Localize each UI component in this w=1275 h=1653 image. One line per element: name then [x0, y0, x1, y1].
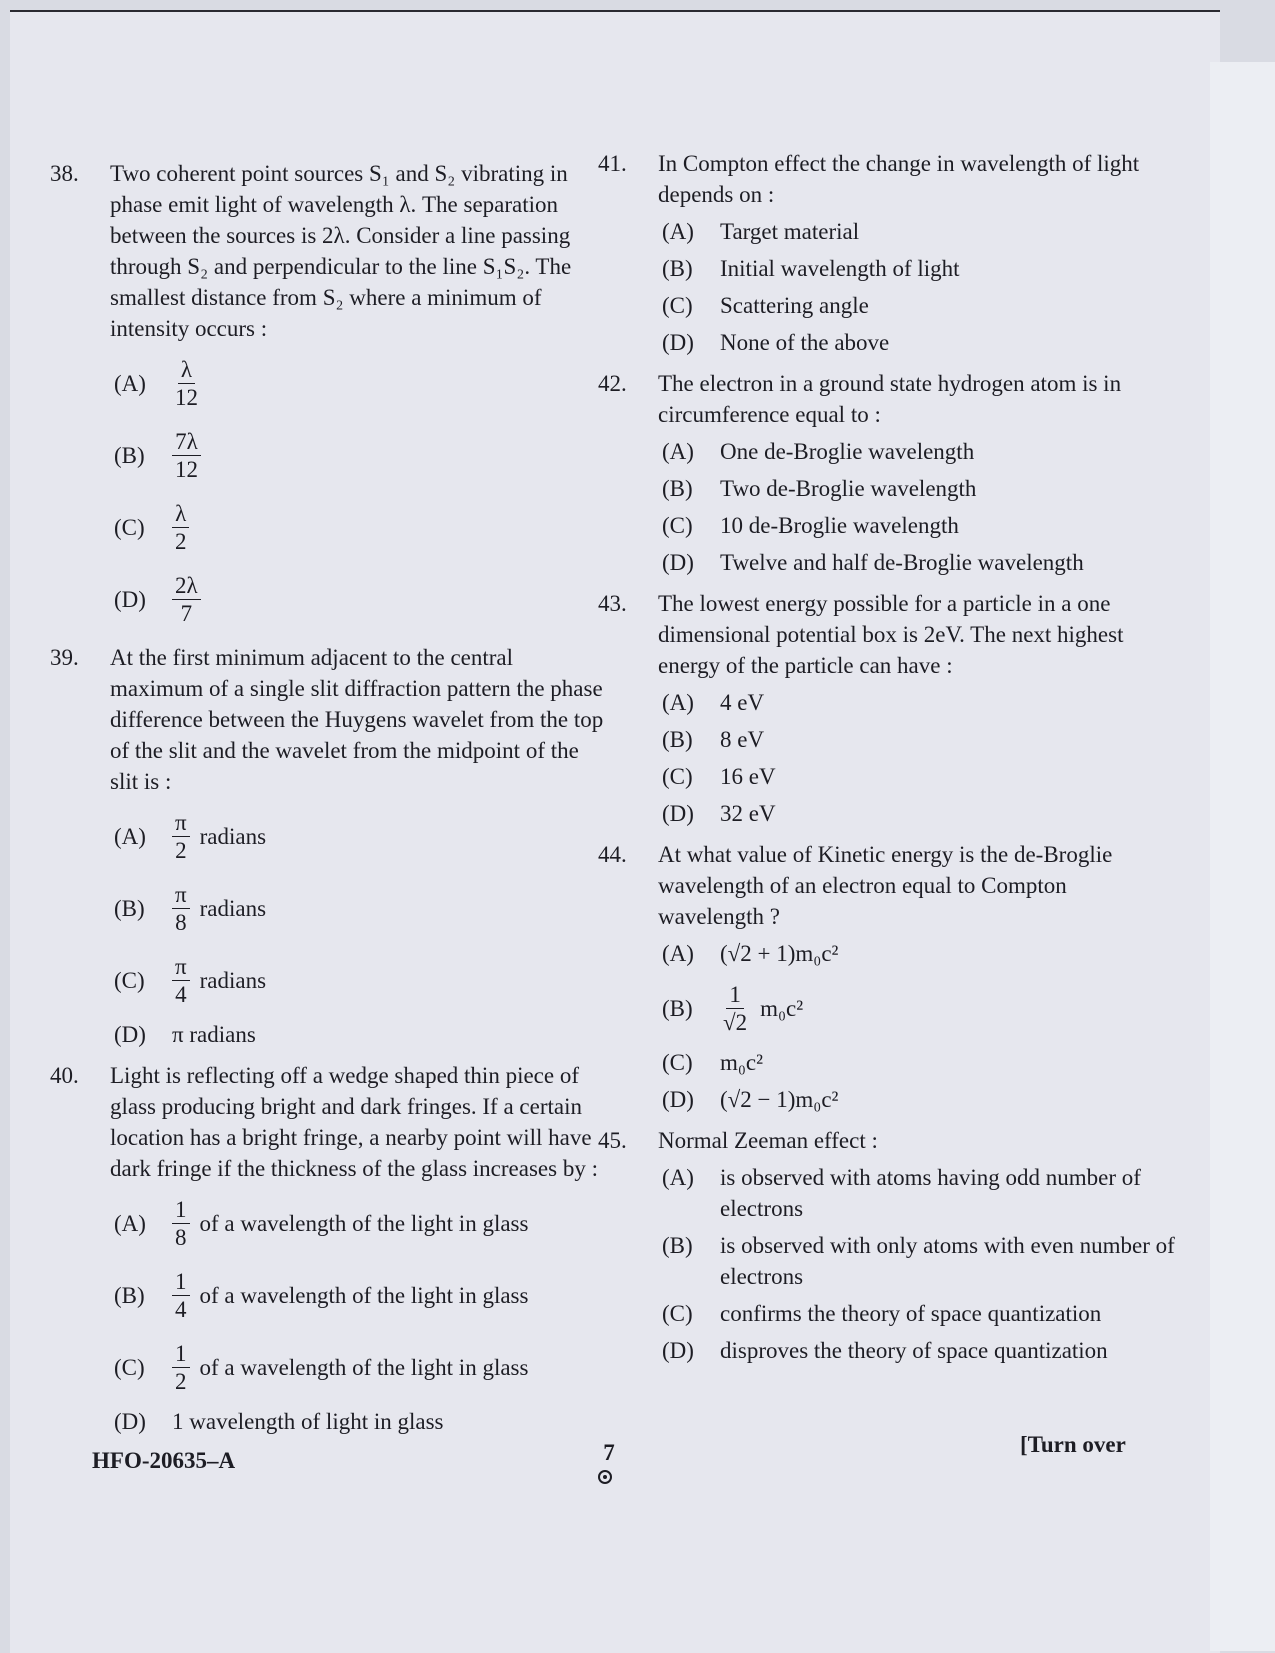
option-letter: (B)	[662, 476, 693, 501]
options-list	[110, 1190, 610, 1437]
option-a	[662, 938, 1178, 969]
question-40	[50, 1060, 610, 1437]
question-stem: At what value of Kinetic energy is the de-Broglie wavelength of an electron equal to Compton wavelength ?	[658, 842, 1113, 929]
option-b	[114, 422, 610, 488]
option-b	[662, 473, 1178, 504]
question-43	[598, 588, 1178, 829]
option-c	[662, 510, 1178, 541]
question-45	[598, 1125, 1178, 1366]
option-d	[662, 547, 1178, 578]
option-text: 8 eV	[720, 727, 765, 752]
denominator: 2	[175, 528, 187, 554]
option-letter: (C)	[662, 1301, 693, 1326]
option-letter: (B)	[662, 727, 693, 752]
option-text: Two de-Broglie wavelength	[720, 476, 977, 501]
option-letter: (B)	[114, 442, 145, 468]
option-letter: (D)	[662, 801, 694, 826]
option-letter: (A)	[114, 370, 146, 396]
option-letter: (A)	[662, 1165, 694, 1190]
option-text: confirms the theory of space quantization	[720, 1301, 1102, 1326]
option-d	[662, 327, 1178, 358]
option-letter: (B)	[662, 995, 693, 1021]
question-number: 40.	[50, 1063, 79, 1088]
fraction	[172, 1196, 190, 1251]
option-suffix: of a wavelength of the light in glass	[199, 1282, 529, 1308]
option-text: (√2 + 1)m₀c²	[720, 941, 839, 966]
option-a	[662, 216, 1178, 247]
option-text: None of the above	[720, 330, 890, 355]
option-a	[662, 436, 1178, 467]
option-letter: (A)	[662, 439, 694, 464]
options-list	[658, 1162, 1178, 1366]
option-d	[114, 1019, 610, 1050]
option-letter: (B)	[662, 256, 693, 281]
option-letter: (A)	[114, 1210, 146, 1236]
options-list	[658, 216, 1178, 358]
option-letter: (C)	[114, 514, 145, 540]
option-letter: (B)	[114, 895, 145, 921]
fraction	[172, 809, 190, 864]
option-text: is observed with only atoms with even number of electrons	[720, 1233, 1175, 1289]
option-b	[662, 724, 1178, 755]
option-letter: (A)	[662, 219, 694, 244]
option-letter: (C)	[662, 764, 693, 789]
right-column	[598, 148, 1178, 1376]
option-suffix: radians	[199, 823, 267, 849]
fraction	[172, 500, 190, 555]
option-letter: (C)	[662, 513, 693, 538]
option-letter: (A)	[662, 941, 694, 966]
option-c	[662, 290, 1178, 321]
option-text: One de-Broglie wavelength	[720, 439, 975, 464]
option-suffix: m₀c²	[760, 995, 804, 1021]
option-letter: (D)	[662, 1087, 694, 1112]
circle-dot-icon	[598, 1470, 612, 1484]
option-text: Scattering angle	[720, 293, 869, 318]
option-text: 10 de-Broglie wavelength	[720, 513, 959, 538]
denominator: 4	[175, 981, 187, 1007]
numerator: λ	[178, 356, 195, 384]
question-stem: The electron in a ground state hydrogen atom is in circumference equal to :	[658, 371, 1122, 427]
option-suffix: radians	[199, 967, 267, 993]
left-column	[50, 158, 610, 1447]
option-letter: (D)	[114, 1022, 146, 1047]
fraction	[172, 1268, 190, 1323]
question-number: 43.	[598, 591, 627, 616]
question-stem: The lowest energy possible for a particle in a one dimensional potential box is 2eV. The next highest energy of the particle can have :	[658, 591, 1124, 678]
fraction	[172, 953, 190, 1008]
option-b	[662, 975, 1178, 1041]
numerator: 1	[726, 981, 744, 1009]
denominator: 8	[175, 909, 187, 935]
option-a	[114, 1190, 610, 1256]
option-letter: (C)	[114, 1354, 145, 1380]
question-44	[598, 839, 1178, 1115]
option-d	[662, 798, 1178, 829]
option-suffix: of a wavelength of the light in glass	[199, 1354, 529, 1380]
denominator: √2	[723, 1009, 748, 1035]
options-list	[110, 350, 610, 632]
page-number: 7	[603, 1440, 615, 1465]
option-c	[114, 947, 610, 1013]
question-stem: In Compton effect the change in wavelength of light depends on :	[658, 151, 1140, 207]
fraction	[172, 428, 201, 483]
question-39	[50, 642, 610, 1050]
option-letter: (C)	[662, 293, 693, 318]
option-a	[662, 1162, 1178, 1224]
option-b	[662, 253, 1178, 284]
option-a	[114, 350, 610, 416]
option-b	[662, 1230, 1178, 1292]
options-list	[110, 803, 610, 1050]
question-42	[598, 368, 1178, 578]
question-stem: Light is reflecting off a wedge shaped thin piece of glass producing bright and dark fringes. If a certain location has a bright fringe, a nearby point will have dark fringe if the thickness of the glass increases by :	[110, 1063, 598, 1181]
option-a	[662, 687, 1178, 718]
option-text: 32 eV	[720, 801, 776, 826]
option-c	[662, 1047, 1178, 1078]
option-letter: (D)	[662, 1338, 694, 1363]
denominator: 7	[180, 600, 193, 626]
options-list	[658, 687, 1178, 829]
option-suffix: of a wavelength of the light in glass	[199, 1210, 529, 1236]
option-a	[114, 803, 610, 869]
option-text: 4 eV	[720, 690, 765, 715]
option-letter: (B)	[662, 1233, 693, 1258]
numerator: 1	[172, 1268, 190, 1296]
option-d	[662, 1084, 1178, 1115]
option-letter: (D)	[114, 1409, 146, 1434]
option-text: is observed with atoms having odd number of electrons	[720, 1165, 1141, 1221]
question-stem: Two coherent point sources S₁ and S₂ vibrating in phase emit light of wavelength λ. The separation between the sources is 2λ. Consider a line passing through S₂ and perpendicular to the line S₁S₂. The smallest distance from S₂ where a minimum of intensity occurs :	[110, 161, 572, 341]
option-text: Twelve and half de-Broglie wavelength	[720, 550, 1084, 575]
question-stem: At the first minimum adjacent to the central maximum of a single slit diffraction pattern the phase difference between the Huygens wavelet from the top of the slit and the wavelet from the midpoint of the slit is :	[110, 645, 604, 794]
fraction	[172, 572, 201, 627]
options-list	[658, 938, 1178, 1115]
numerator: π	[172, 953, 190, 981]
option-text: Initial wavelength of light	[720, 256, 960, 281]
option-text: 1 wavelength of light in glass	[172, 1409, 444, 1434]
options-list	[658, 436, 1178, 578]
page-edge	[1210, 62, 1275, 1651]
denominator: 4	[175, 1296, 187, 1322]
numerator: 2λ	[172, 572, 201, 600]
option-letter: (C)	[114, 967, 145, 993]
option-c	[662, 1298, 1178, 1329]
option-letter: (A)	[114, 823, 146, 849]
question-number: 42.	[598, 371, 627, 396]
denominator: 12	[175, 456, 198, 482]
option-text: disproves the theory of space quantization	[720, 1338, 1108, 1363]
numerator: π	[172, 809, 190, 837]
option-c	[114, 1334, 610, 1400]
option-letter: (D)	[662, 550, 694, 575]
numerator: 7λ	[172, 428, 201, 456]
question-stem: Normal Zeeman effect :	[658, 1128, 878, 1153]
option-d	[114, 566, 610, 632]
option-b	[114, 1262, 610, 1328]
question-number: 41.	[598, 151, 627, 176]
turn-over-label: [Turn over	[1020, 1432, 1126, 1457]
denominator: 8	[175, 1224, 187, 1250]
option-letter: (A)	[662, 690, 694, 715]
option-text: π radians	[172, 1022, 256, 1047]
option-text: (√2 − 1)m₀c²	[720, 1087, 839, 1112]
option-text: Target material	[720, 219, 860, 244]
fraction	[172, 356, 201, 411]
fraction	[172, 881, 190, 936]
fraction	[720, 981, 750, 1036]
option-text: m₀c²	[720, 1050, 764, 1075]
question-number: 39.	[50, 645, 79, 670]
denominator: 2	[175, 837, 187, 863]
option-d	[114, 1406, 610, 1437]
option-b	[114, 875, 610, 941]
question-number: 44.	[598, 842, 627, 867]
option-letter: (D)	[114, 586, 146, 612]
option-letter: (C)	[662, 1050, 693, 1075]
numerator: 1	[172, 1340, 190, 1368]
option-letter: (B)	[114, 1282, 145, 1308]
option-d	[662, 1335, 1178, 1366]
option-c	[662, 761, 1178, 792]
numerator: π	[172, 881, 190, 909]
option-text: 16 eV	[720, 764, 776, 789]
option-suffix: radians	[199, 895, 267, 921]
question-38	[50, 158, 610, 632]
question-number: 45.	[598, 1128, 627, 1153]
fraction	[172, 1340, 190, 1395]
numerator: λ	[172, 500, 189, 528]
option-letter: (D)	[662, 330, 694, 355]
option-c	[114, 494, 610, 560]
question-number: 38.	[50, 161, 79, 186]
denominator: 2	[175, 1368, 187, 1394]
question-41	[598, 148, 1178, 358]
booklet-code: HFO-20635–A	[92, 1448, 236, 1473]
numerator: 1	[172, 1196, 190, 1224]
denominator: 12	[175, 384, 198, 410]
